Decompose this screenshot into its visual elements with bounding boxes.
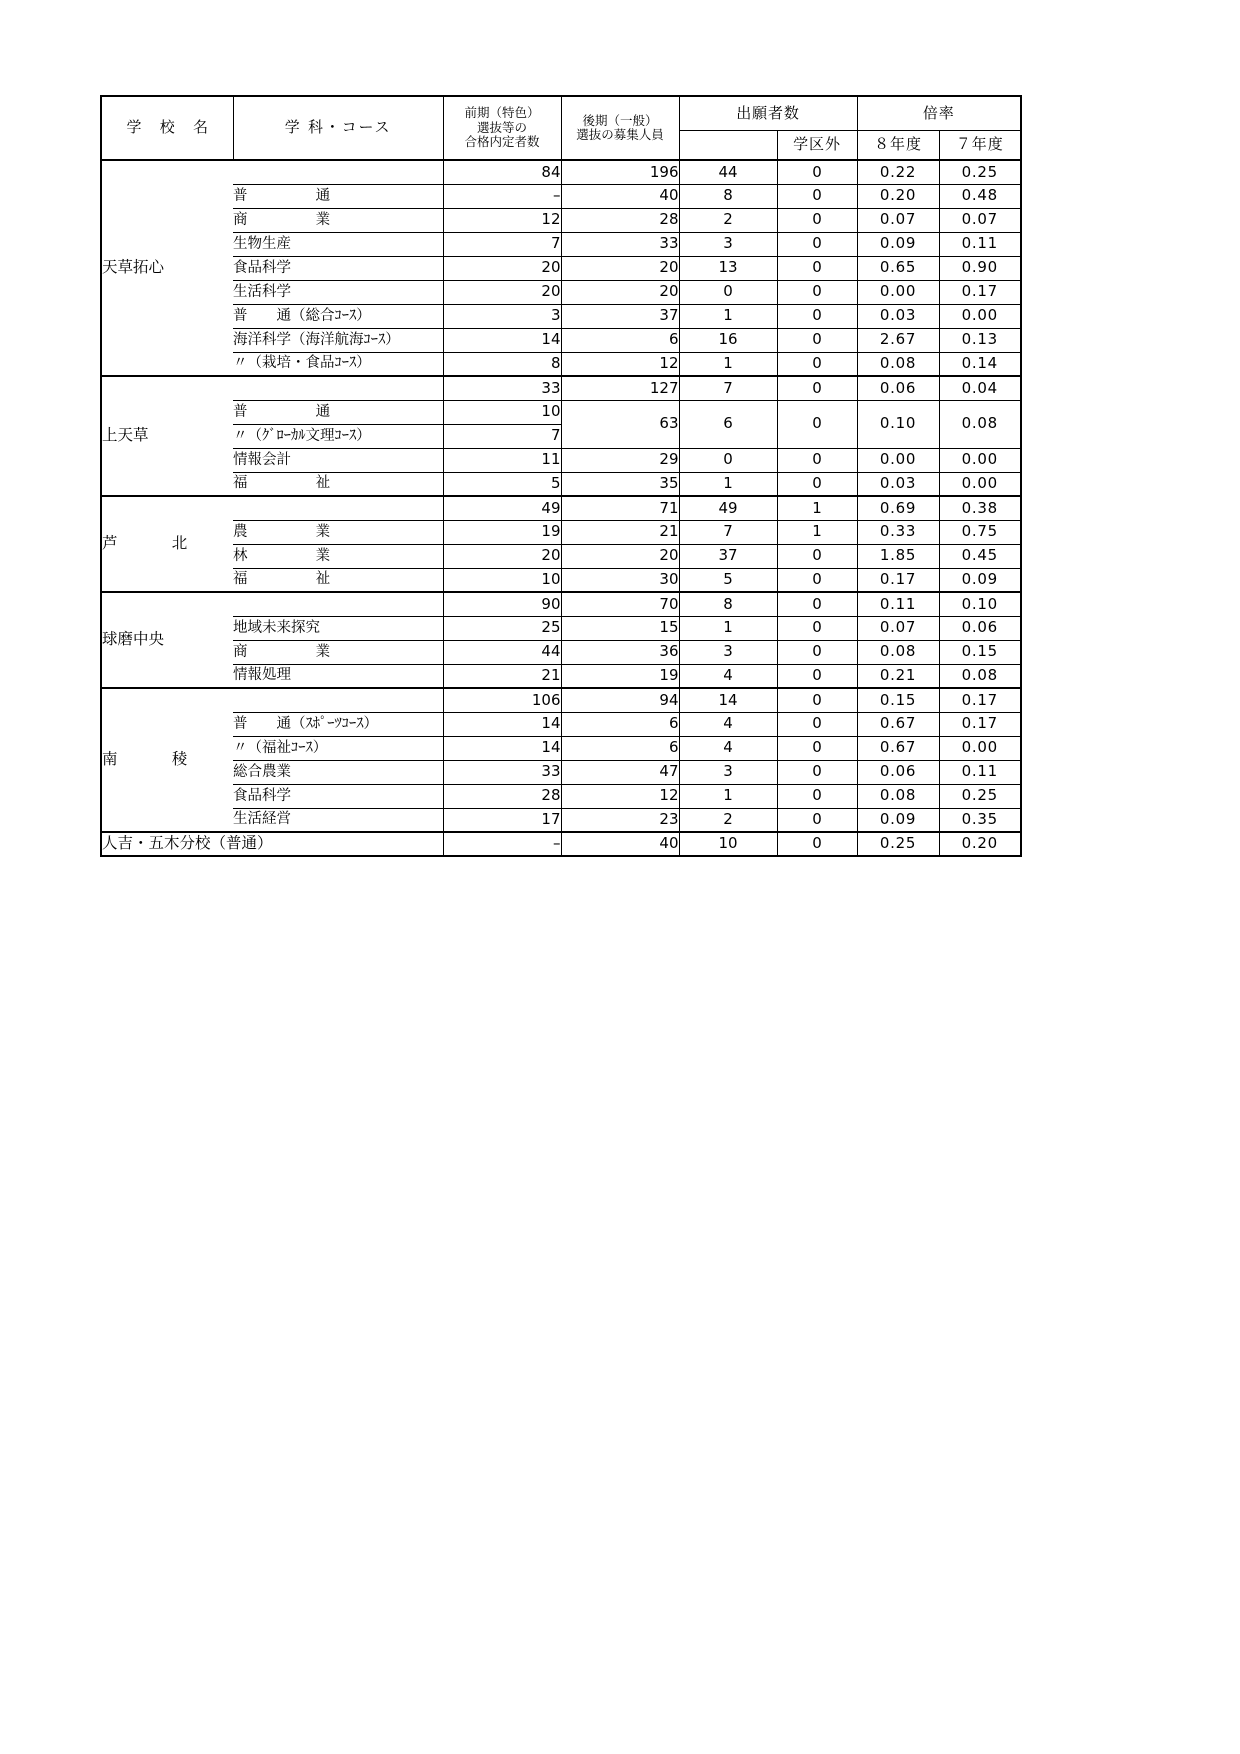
ratio-year7-value: 0.04 — [939, 376, 1021, 400]
kouki-value: 20 — [561, 544, 679, 568]
table-row — [101, 736, 1021, 760]
ratio-year7-value: 0.14 — [939, 352, 1021, 376]
ratio-year7-value: 0.20 — [939, 832, 1021, 856]
outside-district-value: 0 — [777, 568, 857, 592]
header-outside-district: 学区外 — [777, 130, 857, 160]
ratio-year7-value: 0.08 — [939, 664, 1021, 688]
applicants-value: 2 — [679, 808, 777, 832]
course-name: 商 業 — [233, 640, 443, 664]
outside-district-value: 0 — [777, 736, 857, 760]
table-row — [101, 328, 1021, 352]
applicants-value: 1 — [679, 352, 777, 376]
admissions-table — [100, 95, 1022, 857]
header-applicants: 出願者数 — [679, 96, 857, 130]
applicants-value: 10 — [679, 832, 777, 856]
zenki-value: 11 — [443, 448, 561, 472]
ratio-year7-value: 0.10 — [939, 592, 1021, 616]
applicants-value: 4 — [679, 736, 777, 760]
applicants-value: 7 — [679, 376, 777, 400]
course-name: 福 祉 — [233, 568, 443, 592]
applicants-value: 16 — [679, 328, 777, 352]
course-name-blank — [233, 376, 443, 400]
statistics-sheet — [100, 95, 1020, 857]
header-zenki-line3: 合格内定者数 — [464, 134, 540, 150]
zenki-value: 14 — [443, 328, 561, 352]
header-year7: ７年度 — [939, 130, 1021, 160]
ratio-year8-value: 0.07 — [857, 616, 939, 640]
zenki-value: 7 — [443, 424, 561, 448]
ratio-year8-value: 0.06 — [857, 760, 939, 784]
ratio-year7-value: 0.11 — [939, 232, 1021, 256]
applicants-value: 8 — [679, 592, 777, 616]
ratio-year7-value: 0.07 — [939, 208, 1021, 232]
outside-district-value: 0 — [777, 688, 857, 712]
kouki-value: 36 — [561, 640, 679, 664]
header-zenki-line2: 選抜等の — [476, 119, 527, 135]
course-name: 林 業 — [233, 544, 443, 568]
zenki-value: 90 — [443, 592, 561, 616]
ratio-year8-value: 0.33 — [857, 520, 939, 544]
table-row — [101, 544, 1021, 568]
header-kouki — [561, 96, 679, 160]
kouki-value: 23 — [561, 808, 679, 832]
table-row — [101, 832, 1021, 856]
ratio-year7-value: 0.17 — [939, 688, 1021, 712]
table-row — [101, 760, 1021, 784]
ratio-year8-value: 0.65 — [857, 256, 939, 280]
outside-district-value: 0 — [777, 448, 857, 472]
zenki-value: 10 — [443, 568, 561, 592]
applicants-value: 1 — [679, 616, 777, 640]
applicants-value: 6 — [679, 400, 777, 448]
kouki-value: 12 — [561, 352, 679, 376]
ratio-year8-value: 0.07 — [857, 208, 939, 232]
course-name: 海洋科学（海洋航海ｺｰｽ） — [233, 328, 443, 352]
outside-district-value: 1 — [777, 496, 857, 520]
applicants-value: 3 — [679, 640, 777, 664]
outside-district-value: 0 — [777, 760, 857, 784]
ratio-year8-value: 1.85 — [857, 544, 939, 568]
table-row — [101, 592, 1021, 616]
table-row — [101, 304, 1021, 328]
zenki-value: 17 — [443, 808, 561, 832]
kouki-value: 20 — [561, 280, 679, 304]
table-header — [101, 96, 1021, 160]
course-name: 生活経営 — [233, 808, 443, 832]
applicants-value: 1 — [679, 304, 777, 328]
school-name: 上天草 — [101, 376, 233, 496]
kouki-value: 40 — [561, 184, 679, 208]
table-row — [101, 808, 1021, 832]
header-school: 学 校 名 — [101, 96, 233, 160]
outside-district-value: 0 — [777, 640, 857, 664]
table-body — [101, 160, 1021, 856]
zenki-value: 49 — [443, 496, 561, 520]
kouki-value: 6 — [561, 712, 679, 736]
kouki-value: 94 — [561, 688, 679, 712]
outside-district-value: 0 — [777, 808, 857, 832]
outside-district-value: 0 — [777, 184, 857, 208]
ratio-year8-value: 0.17 — [857, 568, 939, 592]
applicants-value: 49 — [679, 496, 777, 520]
table-row — [101, 256, 1021, 280]
table-row — [101, 496, 1021, 520]
zenki-value: 84 — [443, 160, 561, 184]
applicants-value: 13 — [679, 256, 777, 280]
zenki-value: 7 — [443, 232, 561, 256]
table-row — [101, 520, 1021, 544]
zenki-value: 20 — [443, 544, 561, 568]
header-course: 学 科・コース — [233, 96, 443, 160]
applicants-value: 14 — [679, 688, 777, 712]
zenki-value: 33 — [443, 376, 561, 400]
ratio-year7-value: 0.25 — [939, 784, 1021, 808]
course-name: 生活科学 — [233, 280, 443, 304]
school-name: 球磨中央 — [101, 592, 233, 688]
kouki-value: 70 — [561, 592, 679, 616]
applicants-value: 7 — [679, 520, 777, 544]
zenki-value: 3 — [443, 304, 561, 328]
ratio-year7-value: 0.00 — [939, 736, 1021, 760]
outside-district-value: 0 — [777, 712, 857, 736]
ratio-year7-value: 0.06 — [939, 616, 1021, 640]
outside-district-value: 0 — [777, 544, 857, 568]
table-row — [101, 208, 1021, 232]
ratio-year8-value: 0.22 — [857, 160, 939, 184]
kouki-value: 63 — [561, 400, 679, 448]
kouki-value: 19 — [561, 664, 679, 688]
zenki-value: – — [443, 832, 561, 856]
outside-district-value: 0 — [777, 400, 857, 448]
ratio-year7-value: 0.17 — [939, 280, 1021, 304]
ratio-year7-value: 0.09 — [939, 568, 1021, 592]
kouki-value: 21 — [561, 520, 679, 544]
ratio-year8-value: 0.20 — [857, 184, 939, 208]
zenki-value: 25 — [443, 616, 561, 640]
course-name: 商 業 — [233, 208, 443, 232]
ratio-year7-value: 0.17 — [939, 712, 1021, 736]
outside-district-value: 0 — [777, 208, 857, 232]
course-name: 普 通 — [233, 184, 443, 208]
kouki-value: 196 — [561, 160, 679, 184]
ratio-year8-value: 0.00 — [857, 280, 939, 304]
kouki-value: 12 — [561, 784, 679, 808]
ratio-year7-value: 0.00 — [939, 448, 1021, 472]
table-row — [101, 184, 1021, 208]
course-name-blank — [233, 592, 443, 616]
zenki-value: 106 — [443, 688, 561, 712]
zenki-value: 20 — [443, 280, 561, 304]
table-row — [101, 352, 1021, 376]
kouki-value: 28 — [561, 208, 679, 232]
course-name: 地域未来探究 — [233, 616, 443, 640]
applicants-value: 2 — [679, 208, 777, 232]
kouki-value: 37 — [561, 304, 679, 328]
outside-district-value: 0 — [777, 832, 857, 856]
course-name: 普 通 — [233, 400, 443, 424]
zenki-value: 5 — [443, 472, 561, 496]
ratio-year7-value: 0.13 — [939, 328, 1021, 352]
table-row — [101, 712, 1021, 736]
school-name: 天草拓心 — [101, 160, 233, 376]
kouki-value: 30 — [561, 568, 679, 592]
outside-district-value: 0 — [777, 472, 857, 496]
table-row — [101, 448, 1021, 472]
ratio-year8-value: 0.08 — [857, 784, 939, 808]
kouki-value: 6 — [561, 736, 679, 760]
kouki-value: 71 — [561, 496, 679, 520]
course-name: 普 通（ｽﾎﾟｰﾂｺｰｽ） — [233, 712, 443, 736]
outside-district-value: 0 — [777, 592, 857, 616]
applicants-value: 3 — [679, 232, 777, 256]
table-row — [101, 280, 1021, 304]
zenki-value: 44 — [443, 640, 561, 664]
header-zenki — [443, 96, 561, 160]
course-name: 生物生産 — [233, 232, 443, 256]
course-name-blank — [233, 496, 443, 520]
outside-district-value: 0 — [777, 664, 857, 688]
ratio-year8-value: 0.11 — [857, 592, 939, 616]
outside-district-value: 0 — [777, 304, 857, 328]
outside-district-value: 0 — [777, 784, 857, 808]
zenki-value: 28 — [443, 784, 561, 808]
header-kouki-line2: 選抜の募集人員 — [576, 127, 664, 142]
applicants-value: 1 — [679, 784, 777, 808]
school-name: 南 稜 — [101, 688, 233, 832]
table-row — [101, 616, 1021, 640]
ratio-year8-value: 0.09 — [857, 808, 939, 832]
zenki-value: 14 — [443, 712, 561, 736]
ratio-year8-value: 0.67 — [857, 736, 939, 760]
ratio-year8-value: 0.08 — [857, 352, 939, 376]
header-zenki-line1: 前期（特色） — [464, 105, 540, 121]
kouki-value: 40 — [561, 832, 679, 856]
course-name: 情報処理 — [233, 664, 443, 688]
ratio-year7-value: 0.08 — [939, 400, 1021, 448]
table-row — [101, 472, 1021, 496]
header-ratio: 倍率 — [857, 96, 1021, 130]
ratio-year8-value: 0.10 — [857, 400, 939, 448]
ratio-year7-value: 0.00 — [939, 472, 1021, 496]
outside-district-value: 0 — [777, 616, 857, 640]
zenki-value: 14 — [443, 736, 561, 760]
kouki-value: 6 — [561, 328, 679, 352]
applicants-value: 4 — [679, 664, 777, 688]
ratio-year8-value: 0.21 — [857, 664, 939, 688]
zenki-value: 21 — [443, 664, 561, 688]
ratio-year7-value: 0.00 — [939, 304, 1021, 328]
applicants-value: 44 — [679, 160, 777, 184]
zenki-value: 10 — [443, 400, 561, 424]
course-name: 農 業 — [233, 520, 443, 544]
ratio-year7-value: 0.35 — [939, 808, 1021, 832]
ratio-year7-value: 0.45 — [939, 544, 1021, 568]
header-applicants-spacer — [679, 130, 777, 160]
outside-district-value: 0 — [777, 352, 857, 376]
kouki-value: 15 — [561, 616, 679, 640]
applicants-value: 5 — [679, 568, 777, 592]
ratio-year8-value: 0.69 — [857, 496, 939, 520]
kouki-value: 35 — [561, 472, 679, 496]
ratio-year8-value: 0.67 — [857, 712, 939, 736]
kouki-value: 127 — [561, 376, 679, 400]
table-row — [101, 568, 1021, 592]
table-row — [101, 400, 1021, 424]
ratio-year8-value: 2.67 — [857, 328, 939, 352]
course-name: 情報会計 — [233, 448, 443, 472]
zenki-value: 19 — [443, 520, 561, 544]
ratio-year8-value: 0.15 — [857, 688, 939, 712]
table-row — [101, 664, 1021, 688]
applicants-value: 0 — [679, 280, 777, 304]
ratio-year8-value: 0.09 — [857, 232, 939, 256]
school-name: 芦 北 — [101, 496, 233, 592]
zenki-value: 33 — [443, 760, 561, 784]
outside-district-value: 0 — [777, 280, 857, 304]
kouki-value: 29 — [561, 448, 679, 472]
ratio-year7-value: 0.11 — [939, 760, 1021, 784]
zenki-value: – — [443, 184, 561, 208]
course-name: 食品科学 — [233, 256, 443, 280]
ratio-year8-value: 0.00 — [857, 448, 939, 472]
table-row — [101, 784, 1021, 808]
table-row — [101, 640, 1021, 664]
header-kouki-line1: 後期（一般） — [582, 112, 658, 128]
ratio-year7-value: 0.48 — [939, 184, 1021, 208]
applicants-value: 1 — [679, 472, 777, 496]
zenki-value: 8 — [443, 352, 561, 376]
ratio-year8-value: 0.08 — [857, 640, 939, 664]
table-row — [101, 688, 1021, 712]
ratio-year8-value: 0.03 — [857, 472, 939, 496]
ratio-year7-value: 0.75 — [939, 520, 1021, 544]
ratio-year8-value: 0.06 — [857, 376, 939, 400]
school-name: 人吉・五木分校（普通） — [101, 832, 443, 856]
outside-district-value: 0 — [777, 256, 857, 280]
course-name: 〃（福祉ｺｰｽ） — [233, 736, 443, 760]
zenki-value: 20 — [443, 256, 561, 280]
zenki-value: 12 — [443, 208, 561, 232]
outside-district-value: 0 — [777, 160, 857, 184]
kouki-value: 33 — [561, 232, 679, 256]
course-name-blank — [233, 160, 443, 184]
ratio-year8-value: 0.03 — [857, 304, 939, 328]
applicants-value: 3 — [679, 760, 777, 784]
ratio-year7-value: 0.90 — [939, 256, 1021, 280]
header-year8: ８年度 — [857, 130, 939, 160]
table-row — [101, 232, 1021, 256]
outside-district-value: 0 — [777, 232, 857, 256]
kouki-value: 20 — [561, 256, 679, 280]
course-name: 〃（栽培・食品ｺｰｽ） — [233, 352, 443, 376]
course-name: 福 祉 — [233, 472, 443, 496]
applicants-value: 4 — [679, 712, 777, 736]
ratio-year7-value: 0.25 — [939, 160, 1021, 184]
table-row — [101, 376, 1021, 400]
applicants-value: 37 — [679, 544, 777, 568]
outside-district-value: 1 — [777, 520, 857, 544]
course-name: 食品科学 — [233, 784, 443, 808]
applicants-value: 0 — [679, 448, 777, 472]
course-name: 総合農業 — [233, 760, 443, 784]
ratio-year8-value: 0.25 — [857, 832, 939, 856]
course-name: 普 通（総合ｺｰｽ） — [233, 304, 443, 328]
course-name-blank — [233, 688, 443, 712]
kouki-value: 47 — [561, 760, 679, 784]
course-name: 〃（ｸﾞﾛｰｶﾙ文理ｺｰｽ） — [233, 424, 443, 448]
ratio-year7-value: 0.38 — [939, 496, 1021, 520]
table-row — [101, 160, 1021, 184]
outside-district-value: 0 — [777, 376, 857, 400]
ratio-year7-value: 0.15 — [939, 640, 1021, 664]
applicants-value: 8 — [679, 184, 777, 208]
outside-district-value: 0 — [777, 328, 857, 352]
